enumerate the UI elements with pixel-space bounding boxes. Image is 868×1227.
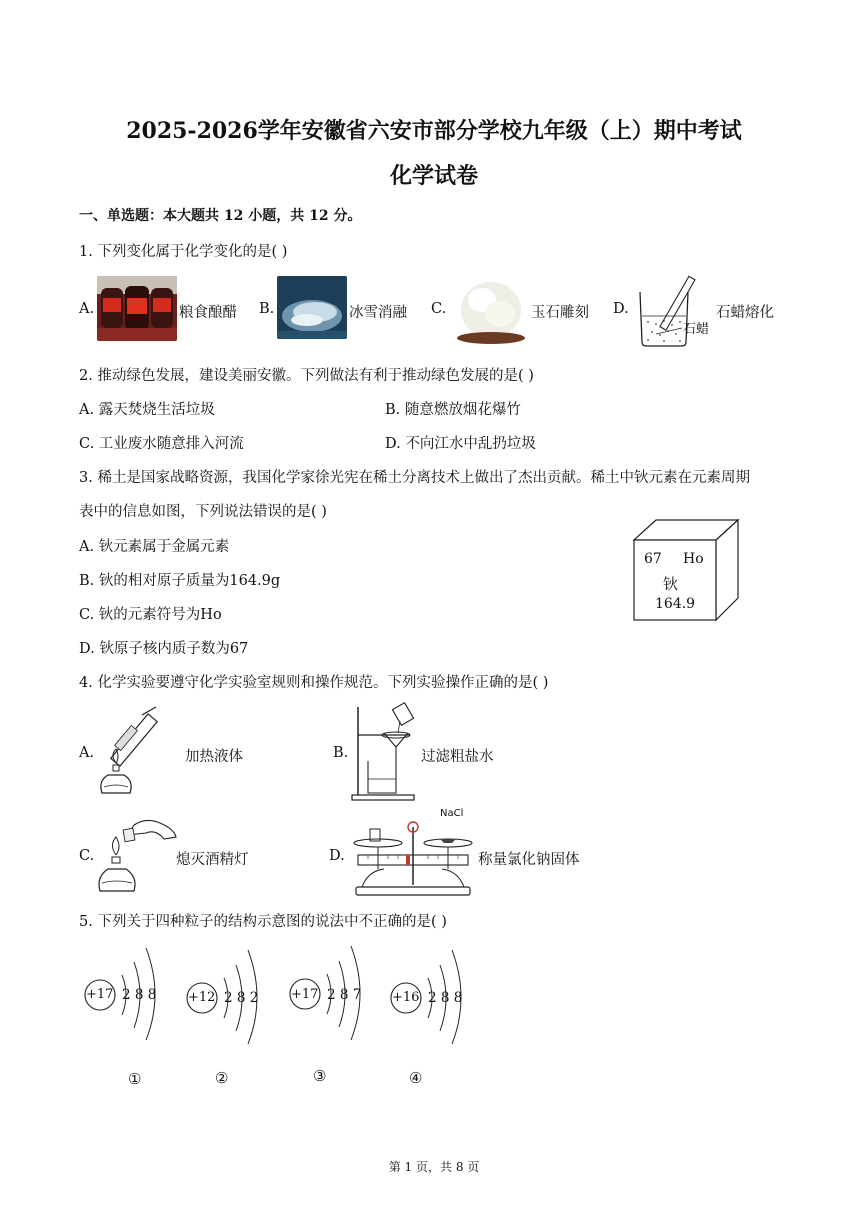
q4-option-b-text: 过滤粗盐水 xyxy=(421,749,494,765)
filtration-diagram xyxy=(350,703,422,801)
q3-option-c: C. 钬的元素符号为Ho xyxy=(79,607,222,623)
particle-2-shells: 2 8 2 xyxy=(224,990,259,1006)
q4-option-c-letter: C. xyxy=(79,848,95,864)
section-heading: 一、单选题：本大题共 12 小题，共 12 分。 xyxy=(79,208,362,224)
q4-option-c-text: 熄灭酒精灯 xyxy=(176,852,249,868)
q1-option-a-text: 粮食酿醋 xyxy=(179,305,237,321)
q4-option-d-letter: D. xyxy=(329,848,345,864)
q1-option-c-text: 玉石雕刻 xyxy=(531,305,589,321)
melting-ice-photo xyxy=(277,276,347,339)
particle-1-mark: ① xyxy=(128,1070,142,1088)
particle-3-nucleus: +17 xyxy=(291,987,319,1002)
q1-option-b-letter: B. xyxy=(259,301,275,317)
page-footer: 第 1 页，共 8 页 xyxy=(388,1160,480,1174)
element-mass: 164.9 xyxy=(655,596,696,612)
nacl-label: NaCl xyxy=(440,808,464,819)
q2-stem: 2. 推动绿色发展，建设美丽安徽。下列做法有利于推动绿色发展的是( ) xyxy=(79,368,534,384)
q4-option-a-letter: A. xyxy=(79,745,95,761)
q5-stem: 5. 下列关于四种粒子的结构示意图的说法中不正确的是( ) xyxy=(79,914,447,930)
extinguish-lamp-diagram xyxy=(94,815,178,895)
q4-option-d-text: 称量氯化钠固体 xyxy=(478,852,580,868)
q3-option-b: B. 钬的相对原子质量为164.9g xyxy=(79,573,281,589)
q1-stem: 1. 下列变化属于化学变化的是( ) xyxy=(79,244,288,260)
exam-title: 2025-2026学年安徽省六安市部分学校九年级（上）期中考试 xyxy=(126,118,742,144)
particle-3-mark: ③ xyxy=(313,1067,327,1085)
q1-option-c-letter: C. xyxy=(431,301,447,317)
q3-option-d: D. 钬原子核内质子数为67 xyxy=(79,641,249,657)
particle-4-nucleus: +16 xyxy=(392,990,420,1005)
element-name: 钬 xyxy=(663,575,679,593)
vinegar-jars-photo xyxy=(97,276,177,341)
jade-carving-photo xyxy=(450,270,532,345)
q1-option-d-text: 石蜡熔化 xyxy=(716,305,774,321)
q2-option-a: A. 露天焚烧生活垃圾 xyxy=(79,402,215,418)
q3-option-a: A. 钬元素属于金属元素 xyxy=(79,539,230,555)
q1-option-d-letter: D. xyxy=(613,301,629,317)
q4-stem: 4. 化学实验要遵守化学实验室规则和操作规范。下列实验操作正确的是( ) xyxy=(79,675,549,691)
particle-1-shells: 2 8 8 xyxy=(122,987,157,1003)
q2-option-c: C. 工业废水随意排入河流 xyxy=(79,436,244,452)
q3-stem-line2: 表中的信息如图，下列说法错误的是( ) xyxy=(79,504,327,520)
particle-2-nucleus: +12 xyxy=(188,990,216,1005)
balance-scale-diagram xyxy=(348,813,478,899)
particle-4-mark: ④ xyxy=(409,1069,423,1087)
wax-label: 石蜡 xyxy=(683,322,710,337)
q2-option-b: B. 随意燃放烟花爆竹 xyxy=(385,402,521,418)
heating-liquid-diagram xyxy=(94,705,166,797)
q4-option-a-text: 加热液体 xyxy=(185,749,243,765)
q2-option-d: D. 不向江水中乱扔垃圾 xyxy=(385,436,536,452)
exam-subtitle: 化学试卷 xyxy=(389,163,478,189)
q3-stem-line1: 3. 稀土是国家战略资源，我国化学家徐光宪在稀土分离技术上做出了杰出贡献。稀土中钬元素在元素周期 xyxy=(79,470,750,486)
element-symbol: Ho xyxy=(683,551,704,567)
particle-1-nucleus: +17 xyxy=(86,987,114,1002)
particle-3-shells: 2 8 7 xyxy=(327,987,362,1003)
q1-option-b-text: 冰雪消融 xyxy=(349,305,407,321)
particle-2-mark: ② xyxy=(215,1069,229,1087)
q4-option-b-letter: B. xyxy=(333,745,349,761)
element-atomic-number: 67 xyxy=(644,551,662,567)
q1-option-a-letter: A. xyxy=(79,301,95,317)
particle-4-shells: 2 8 8 xyxy=(428,990,463,1006)
